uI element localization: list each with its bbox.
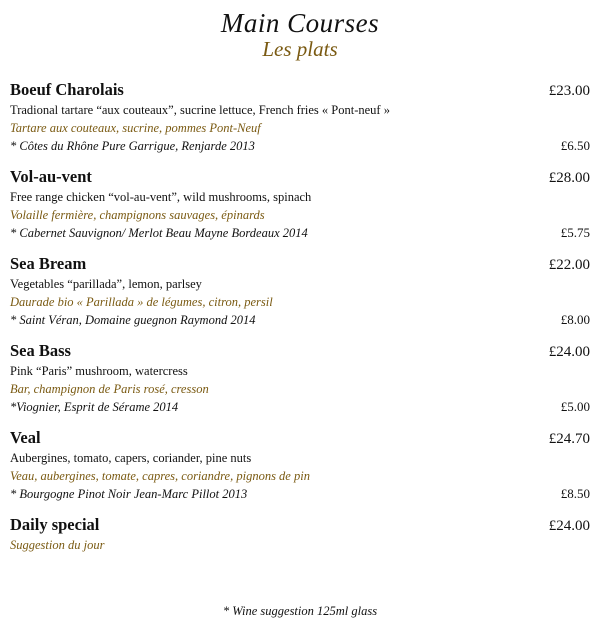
course-price: £24.00: [548, 518, 590, 534]
course-french-description: Veau, aubergines, tomate, capres, coriandre, pignons de pin: [10, 469, 310, 483]
wine-price: £8.00: [560, 312, 590, 327]
page-subtitle: Les plats: [262, 37, 338, 61]
course-price: £22.00: [548, 257, 590, 273]
course-item: [10, 80, 590, 167]
course-french-description: Tartare aux couteaux, sucrine, pommes Pont-Neuf: [10, 121, 261, 135]
course-description: Tradional tartare “aux couteaux”, sucrine lettuce, French fries « Pont-neuf »: [10, 103, 390, 117]
menu-header: [0, 0, 600, 61]
course-description: Aubergines, tomato, capers, coriander, pine nuts: [10, 451, 252, 465]
course-name: Veal: [10, 428, 41, 447]
course-item: [10, 254, 590, 341]
course-french-description: Daurade bio « Parillada » de légumes, citron, persil: [10, 295, 273, 309]
course-name: Sea Bass: [10, 341, 71, 360]
page-title: Main Courses: [220, 8, 380, 38]
wine-suggestion: * Côtes du Rhône Pure Garrigue, Renjarde 2013: [10, 139, 255, 153]
course-item: [10, 341, 590, 428]
wine-price: £8.50: [560, 486, 590, 501]
course-description: Free range chicken “vol-au-vent”, wild mushrooms, spinach: [10, 190, 312, 204]
wine-footnote: * Wine suggestion 125ml glass: [222, 604, 378, 618]
course-item: [10, 167, 590, 254]
course-name: Boeuf Charolais: [10, 80, 124, 99]
course-price: £23.00: [548, 83, 590, 99]
course-price: £28.00: [548, 170, 590, 186]
course-name: Sea Bream: [10, 254, 87, 273]
wine-suggestion: *Viognier, Esprit de Sérame 2014: [10, 400, 179, 414]
course-list: [10, 80, 590, 602]
course-price: £24.70: [548, 431, 590, 447]
wine-suggestion: * Bourgogne Pinot Noir Jean-Marc Pillot 2013: [10, 487, 248, 501]
course-description: Pink “Paris” mushroom, watercress: [10, 364, 188, 378]
wine-suggestion: * Cabernet Sauvignon/ Merlot Beau Mayne Bordeaux 2014: [10, 226, 308, 240]
course-name: Vol-au-vent: [10, 167, 92, 186]
wine-price: £6.50: [560, 138, 590, 153]
course-french-description: Bar, champignon de Paris rosé, cresson: [10, 382, 209, 396]
course-item: [10, 428, 590, 515]
course-price: £24.00: [548, 344, 590, 360]
wine-price: £5.75: [560, 225, 590, 240]
course-french-description: Volaille fermière, champignons sauvages, épinards: [10, 208, 265, 222]
course-french-description: Suggestion du jour: [10, 538, 105, 552]
course-item: [10, 515, 590, 602]
wine-suggestion: * Saint Véran, Domaine guegnon Raymond 2014: [10, 313, 256, 327]
course-name: Daily special: [10, 515, 100, 534]
wine-price: £5.00: [560, 399, 590, 414]
course-description: Vegetables “parillada”, lemon, parlsey: [10, 277, 202, 291]
